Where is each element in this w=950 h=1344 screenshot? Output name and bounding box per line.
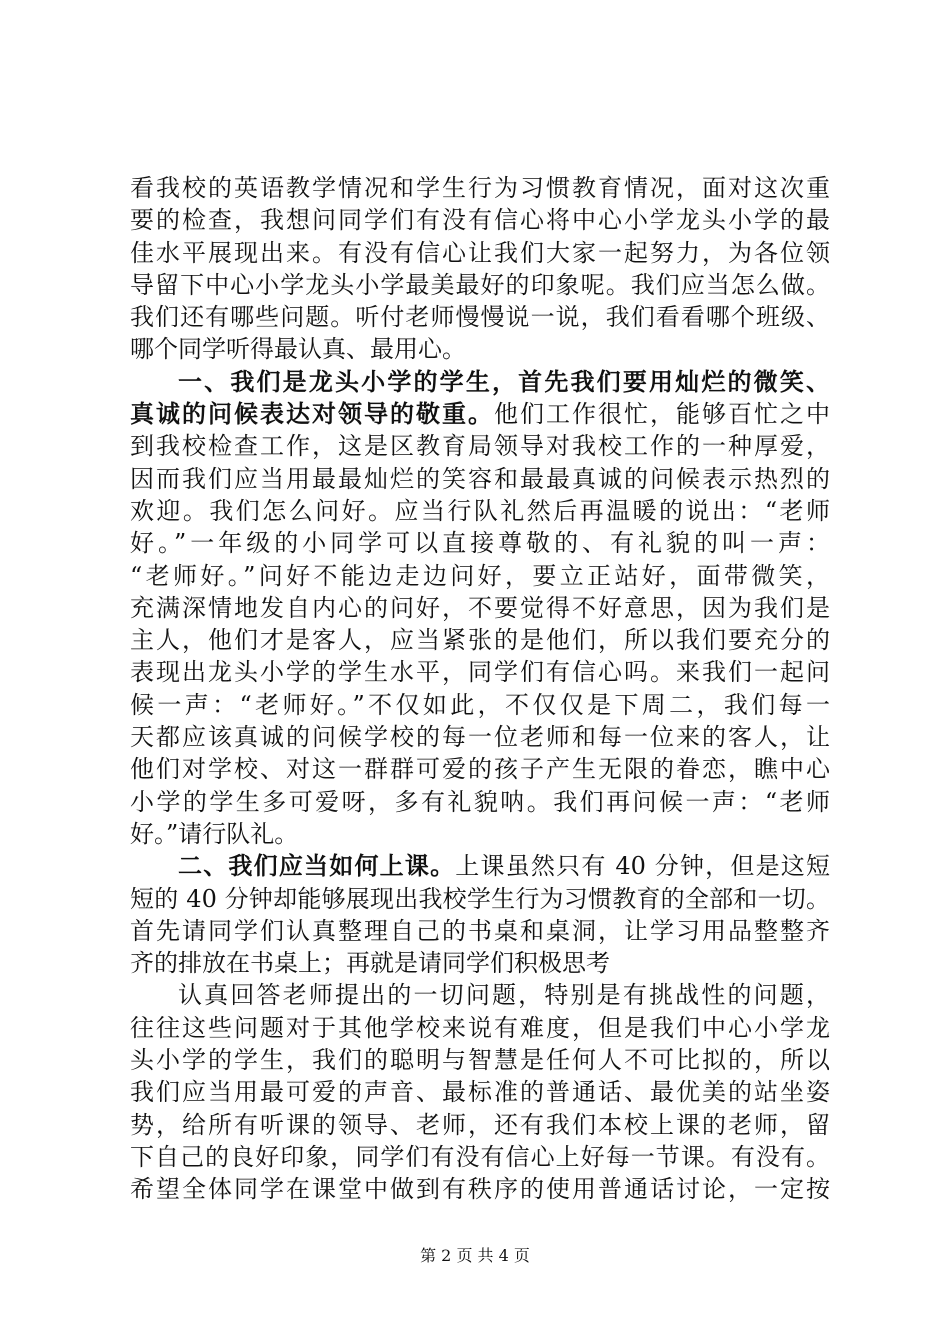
page-footer: 第 2 页 共 4 页 bbox=[420, 1246, 530, 1265]
text-line: 小学的学生多可爱呀，多有礼貌呐。我们再问候一声：“老师 bbox=[130, 787, 830, 816]
text-line: 首先请同学们认真整理自己的书桌和桌洞，让学习用品整整齐 bbox=[130, 916, 830, 945]
text-line: 头小学的学生，我们的聪明与智慧是任何人不可比拟的，所以 bbox=[130, 1046, 830, 1075]
text-line: 欢迎。我们怎么问好。应当行队礼然后再温暖的说出：“老师 bbox=[130, 496, 830, 525]
text-line: 我们还有哪些问题。听付老师慢慢说一说，我们看看哪个班级、 bbox=[130, 303, 830, 332]
paragraph-3 bbox=[130, 850, 830, 979]
text-line: 充满深情地发自内心的问好，不要觉得不好意思，因为我们是 bbox=[130, 593, 830, 622]
paragraph-4 bbox=[130, 979, 830, 1205]
text-run: 上课虽然只有 40 分钟，但是这短 bbox=[455, 852, 831, 881]
text-line: 我们应当用最可爱的声音、最标准的普通话、最优美的站坐姿 bbox=[130, 1078, 830, 1107]
section-heading-1: 一、我们是龙头小学的学生，首先我们要用灿烂的微笑、 bbox=[178, 366, 830, 396]
text-line: 看我校的英语教学情况和学生行为习惯教育情况，面对这次重 bbox=[130, 174, 830, 202]
paragraph-1 bbox=[130, 172, 830, 366]
text-line bbox=[130, 366, 830, 398]
text-line: 齐的排放在书桌上；再就是请同学们积极思考 bbox=[130, 949, 610, 978]
text-line: “老师好。”问好不能边走边问好，要立正站好，面带微笑， bbox=[130, 561, 830, 590]
text-line: 表现出龙头小学的学生水平，同学们有信心吗。来我们一起问 bbox=[130, 658, 830, 687]
text-line: 导留下中心小学龙头小学最美最好的印象呢。我们应当怎么做。 bbox=[130, 270, 830, 299]
text-line: 下自己的良好印象，同学们有没有信心上好每一节课。有没有。 bbox=[130, 1142, 830, 1171]
text-line: 他们对学校、对这一群群可爱的孩子产生无限的眷恋，瞧中心 bbox=[130, 755, 830, 784]
text-line: 佳水平展现出来。有没有信心让我们大家一起努力，为各位领 bbox=[130, 238, 830, 267]
text-line: 认真回答老师提出的一切问题，特别是有挑战性的问题， bbox=[178, 981, 830, 1010]
document-body bbox=[130, 172, 830, 1206]
text-line: 天都应该真诚的问候学校的每一位老师和每一位来的客人，让 bbox=[130, 723, 830, 752]
text-line: 主人，他们才是客人，应当紧张的是他们，所以我们要充分的 bbox=[130, 626, 830, 655]
text-line: 短的 40 分钟却能够展现出我校学生行为习惯教育的全部和一切。 bbox=[130, 884, 830, 913]
text-line: 要的检查，我想问同学们有没有信心将中心小学龙头小学的最 bbox=[130, 206, 830, 235]
text-line: 往往这些问题对于其他学校来说有难度，但是我们中心小学龙 bbox=[130, 1013, 830, 1042]
text-run: 他们工作很忙，能够百忙之中 bbox=[494, 400, 830, 429]
text-line: 因而我们应当用最最灿烂的笑容和最最真诚的问候表示热烈的 bbox=[130, 464, 830, 493]
paragraph-2 bbox=[130, 366, 830, 850]
text-line bbox=[130, 850, 830, 882]
text-line: 候一声：“老师好。”不仅如此，不仅仅是下周二，我们每一 bbox=[130, 690, 830, 719]
text-line bbox=[130, 398, 830, 430]
text-line: 哪个同学听得最认真、最用心。 bbox=[130, 335, 466, 364]
text-line: 势，给所有听课的领导、老师，还有我们本校上课的老师，留 bbox=[130, 1110, 830, 1139]
section-heading-1-cont: 真诚的问候表达对领导的敬重。 bbox=[130, 399, 494, 429]
text-line: 到我校检查工作，这是区教育局领导对我校工作的一种厚爱， bbox=[130, 432, 830, 461]
text-line: 好。”一年级的小同学可以直接尊敬的、有礼貌的叫一声： bbox=[130, 529, 830, 558]
text-line: 好。”请行队礼。 bbox=[130, 819, 299, 848]
text-line: 希望全体同学在课堂中做到有秩序的使用普通话讨论，一定按 bbox=[130, 1175, 830, 1204]
section-heading-2: 二、我们应当如何上课。 bbox=[178, 851, 456, 881]
